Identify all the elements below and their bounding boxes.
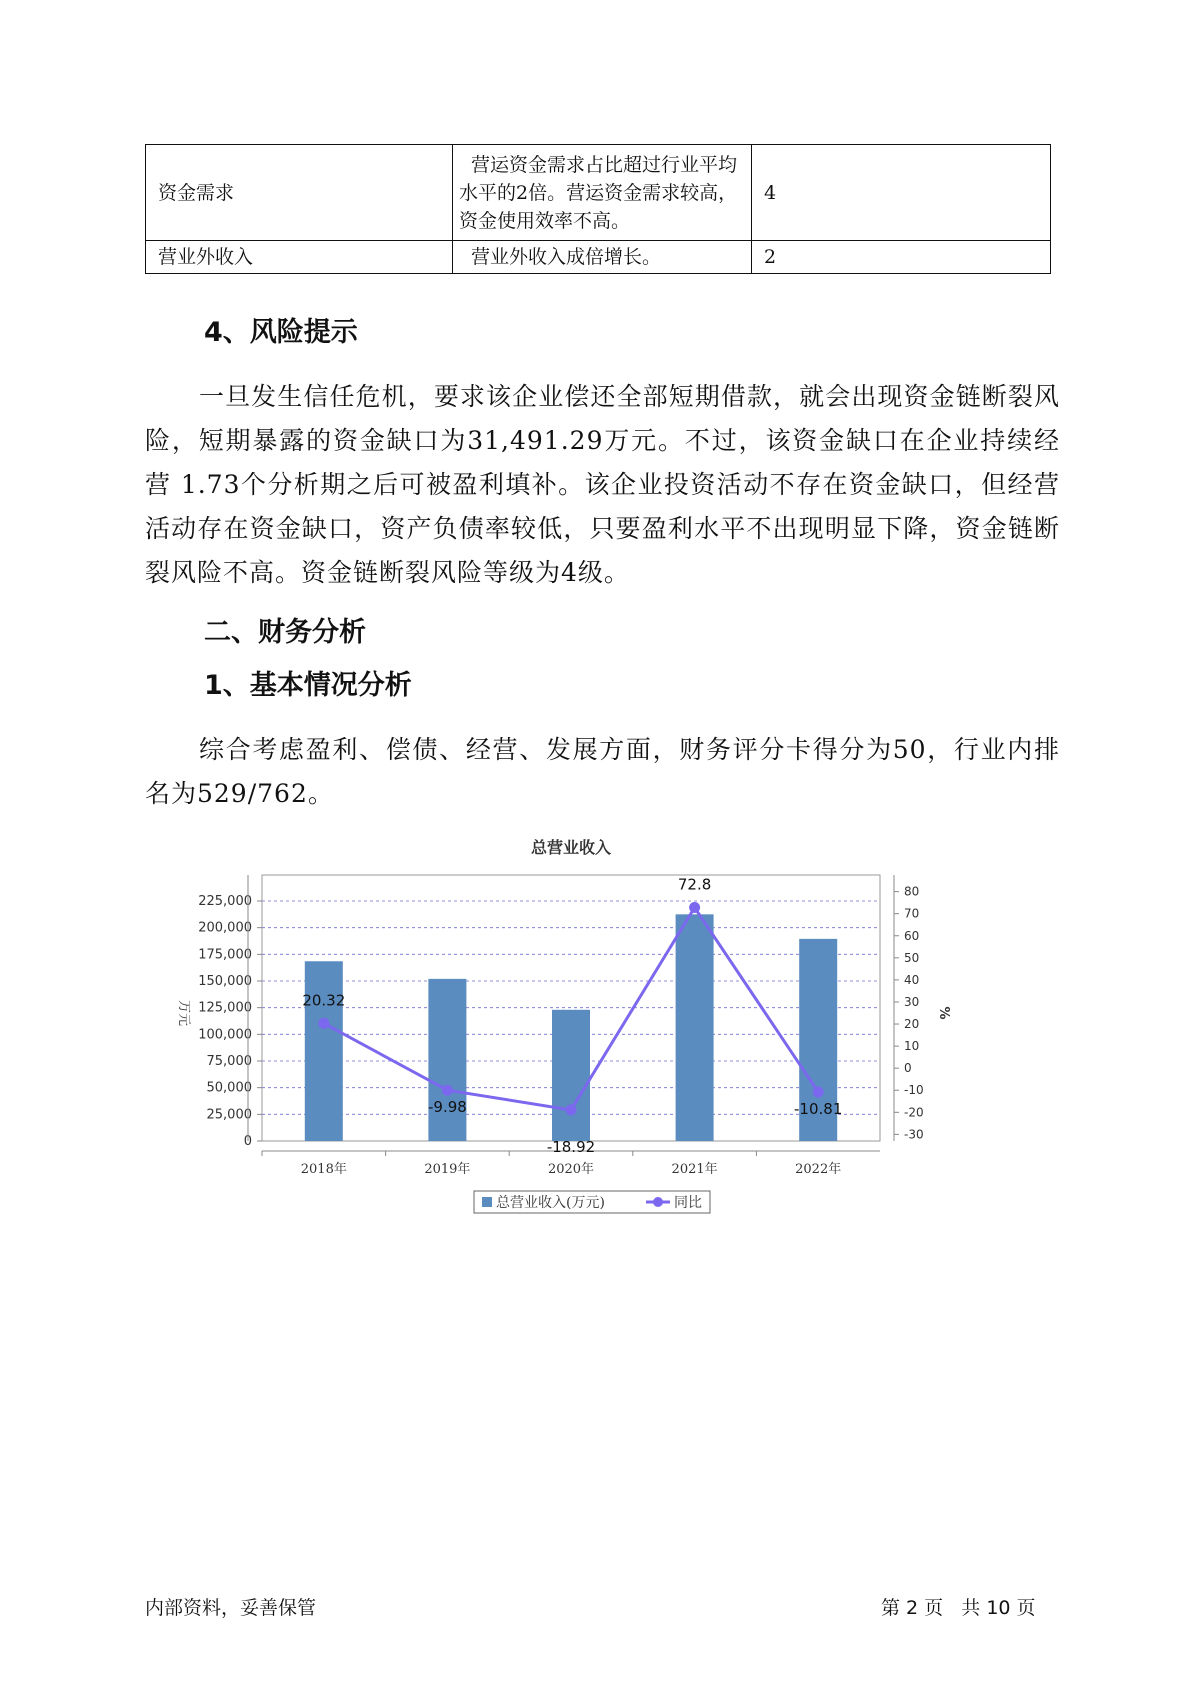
tick-label-right: 10: [904, 1039, 920, 1054]
tick-label-right: 30: [904, 994, 920, 1009]
table-row: [146, 241, 1051, 274]
bar: [676, 914, 714, 1141]
tick-label-right: 70: [904, 906, 920, 921]
tick-label-left: 225,000: [198, 894, 252, 909]
data-label: -9.98: [427, 1098, 467, 1117]
tick-label-right: 40: [904, 972, 920, 987]
tick-label-left: 175,000: [198, 947, 252, 963]
heading-basic: 1、基本情况分析: [204, 670, 412, 701]
line-point: [442, 1085, 453, 1096]
line-point: [318, 1018, 329, 1029]
tick-label-x: 2019年: [424, 1162, 471, 1177]
tick-label-x: 2018年: [300, 1162, 347, 1177]
desc-line: 水平的2倍。营运资金需求较高，: [459, 181, 738, 204]
tick-label-right: 60: [904, 928, 920, 943]
table-cell-desc: [453, 145, 752, 241]
footer-left: 内部资料，妥善保管: [145, 1597, 317, 1619]
tick-label-left: 125,000: [198, 1000, 252, 1016]
legend-label-line: 同比: [674, 1195, 702, 1211]
tick-label-x: 2021年: [671, 1162, 718, 1177]
risk-table: [145, 144, 1051, 274]
desc-line: 营业外收入成倍增长。: [471, 246, 662, 268]
data-label: 72.8: [677, 875, 712, 894]
tick-label-x: 2022年: [795, 1162, 842, 1177]
line-point: [566, 1104, 577, 1115]
chart-title: 总营业收入: [530, 838, 612, 857]
tick-label-right: -30: [904, 1127, 924, 1142]
bar: [428, 979, 466, 1141]
paragraph-risk: 一旦发生信任危机，要求该企业偿还全部短期借款，就会出现资金链断裂风险，短期暴露的资金缺口为31,491.29万元。不过，该资金缺口在企业持续经营 1.73个分析期之后可被盈利填补。该企业投资活动不存在资金缺口，但经营活动存在资金缺口，资产负债率较低，只要盈利水平不出现明显下降，资金链断裂风险不高。资金链断裂风险等级为4级。: [145, 382, 1060, 587]
table-row: [146, 145, 1051, 241]
tick-label-x: 2020年: [547, 1162, 595, 1177]
tick-label-left: 75,000: [206, 1054, 252, 1069]
tick-label-right: 20: [904, 1017, 920, 1032]
ylabel-left: 万元: [176, 999, 191, 1027]
table-cell-desc: [453, 241, 752, 274]
table-cell-score: 2: [752, 241, 1051, 274]
desc-line: 营运资金需求占比超过行业平均: [471, 153, 738, 176]
tick-label-left: 0: [243, 1134, 252, 1149]
tick-label-left: 25,000: [206, 1107, 252, 1123]
tick-label-right: -20: [904, 1105, 924, 1120]
tick-label-right: 0: [904, 1061, 912, 1076]
data-label: -10.81: [794, 1100, 843, 1119]
bar: [552, 1010, 590, 1141]
revenue-chart: [170, 835, 1020, 1295]
tick-label-left: 200,000: [198, 920, 252, 936]
data-label: -18.92: [546, 1137, 596, 1156]
heading-finance: 二、财务分析: [204, 617, 366, 648]
heading-risk: 4、风险提示: [204, 317, 358, 348]
bar: [305, 961, 343, 1141]
table-cell-item: 资金需求: [146, 145, 453, 241]
tick-label-right: -10: [904, 1083, 924, 1098]
ylabel-right: %: [936, 1006, 951, 1020]
paragraph-basic: 综合考虑盈利、偿债、经营、发展方面，财务评分卡得分为50，行业内排名为529/762。: [145, 735, 1060, 808]
line-point: [689, 902, 700, 913]
legend-swatch-bar: [482, 1197, 492, 1207]
line-point: [813, 1087, 824, 1098]
table-cell-item: 营业外收入: [146, 241, 453, 274]
data-label: 20.32: [302, 991, 346, 1010]
table-cell-score: 4: [752, 145, 1051, 241]
legend-swatch-point: [653, 1197, 663, 1207]
tick-label-left: 100,000: [198, 1027, 252, 1043]
tick-label-right: 80: [904, 884, 920, 899]
legend-label-bar: 总营业收入(万元): [496, 1195, 605, 1211]
desc-line: 资金使用效率不高。: [459, 209, 631, 232]
footer-page-number: 第 2 页 共 10 页: [881, 1597, 1036, 1619]
tick-label-right: 50: [904, 950, 920, 965]
tick-label-left: 50,000: [206, 1080, 252, 1096]
tick-label-left: 150,000: [198, 974, 252, 989]
